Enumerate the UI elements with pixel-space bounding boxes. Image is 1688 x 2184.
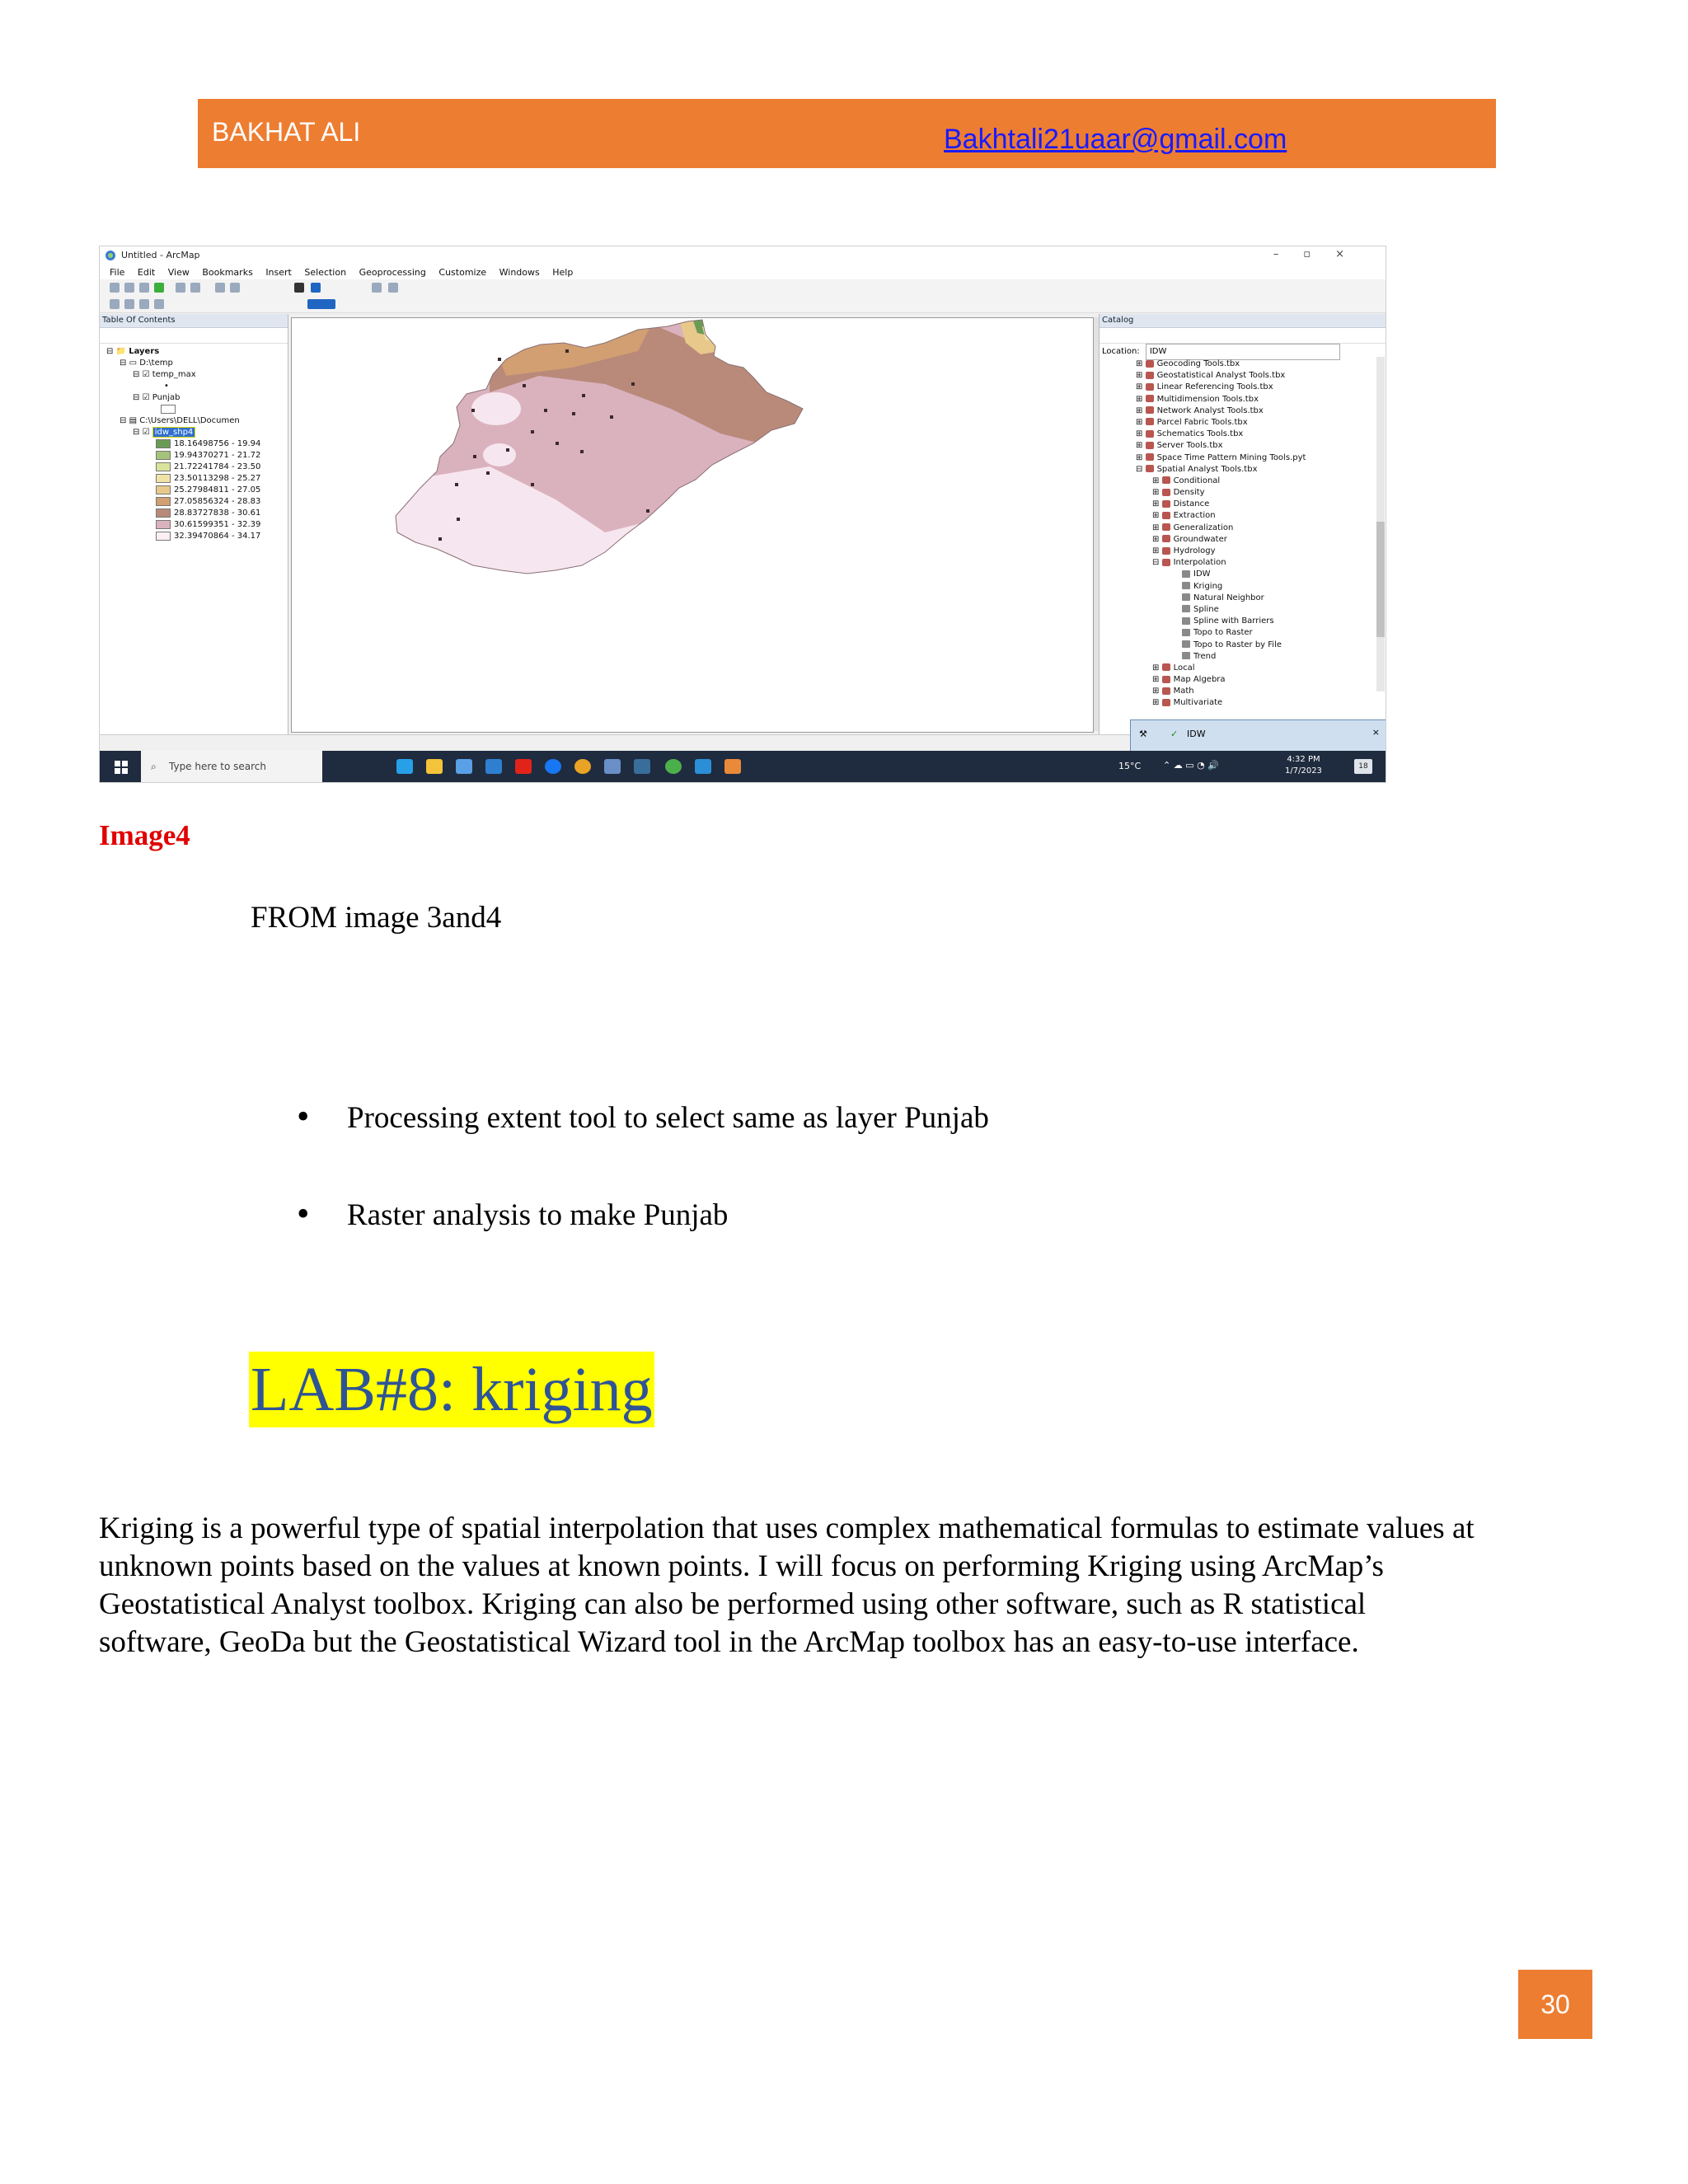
expand-icon[interactable]: ⊞ bbox=[1136, 417, 1146, 427]
catalog-item-label: Multidimension Tools.tbx bbox=[1156, 394, 1259, 404]
print-icon[interactable] bbox=[154, 299, 164, 309]
toolbox-icon bbox=[1146, 406, 1154, 414]
toolset-icon bbox=[1162, 500, 1170, 508]
arcmap-logo-icon bbox=[105, 250, 116, 261]
window-controls[interactable]: –▫× bbox=[1273, 248, 1369, 260]
toolbox-icon bbox=[1146, 372, 1154, 379]
legend-swatch bbox=[156, 474, 171, 483]
toolbox-icon bbox=[1146, 453, 1154, 461]
search-placeholder: Type here to search bbox=[169, 761, 266, 772]
catalog-toolbar bbox=[1100, 328, 1386, 344]
legend-class-row bbox=[156, 462, 288, 473]
catalog-item[interactable] bbox=[1136, 546, 1386, 557]
windows-start-icon[interactable] bbox=[115, 761, 128, 774]
toc-group-documents[interactable]: ⊟ ▤ C:\Users\DELL\Documen bbox=[120, 416, 240, 425]
catalog-item[interactable] bbox=[1136, 581, 1386, 593]
catalog-item[interactable] bbox=[1136, 499, 1386, 510]
checkbox-icon[interactable]: ☑ bbox=[142, 428, 150, 437]
store-icon[interactable] bbox=[456, 759, 472, 774]
arcmap-screenshot bbox=[99, 246, 1386, 783]
legend-swatch bbox=[156, 532, 171, 541]
catalog-item[interactable] bbox=[1136, 464, 1386, 476]
legend-swatch bbox=[156, 497, 171, 506]
catalog-item-label: Topo to Raster by File bbox=[1193, 640, 1282, 649]
save-icon[interactable] bbox=[139, 299, 149, 309]
legend-class-row bbox=[156, 473, 288, 485]
new-icon[interactable] bbox=[110, 299, 120, 309]
point-symbol-icon: • bbox=[164, 382, 169, 391]
catalog-item[interactable] bbox=[1136, 640, 1386, 651]
toc-layer-idw[interactable]: ⊟ ☑ idw_shp4 bbox=[106, 427, 288, 438]
body-paragraph: Kriging is a powerful type of spatial interpolation that uses complex mathematical formulas to estimate values at unknown points based on the values at known points. I will focus on performing Kriging using ArcMap’s Geostatistical Analyst toolbox. Kriging can also be performed using other software, such as R statistical software, GeoDa but the Geostatistical Wizard tool in the ArcMap toolbox has an easy-to-use interface. bbox=[99, 1511, 1475, 1659]
menu-bar bbox=[100, 265, 1386, 279]
catalog-item-label: Local bbox=[1173, 663, 1195, 673]
tool-hammer-icon bbox=[1182, 652, 1190, 659]
toc-layer-temp-max[interactable]: ⊟ ☑ temp_max bbox=[133, 370, 196, 379]
legend-swatch bbox=[156, 462, 171, 471]
expand-icon[interactable]: ⊞ bbox=[1136, 441, 1146, 451]
tool-hammer-icon bbox=[1182, 617, 1190, 625]
catalog-tree bbox=[1100, 359, 1386, 710]
catalog-item-label: Geocoding Tools.tbx bbox=[1156, 359, 1240, 368]
legend-class-row bbox=[156, 496, 288, 508]
toolset-icon bbox=[1162, 489, 1170, 496]
clock-date: 1/7/2023 bbox=[1285, 766, 1322, 776]
toc-group-temp[interactable]: ⊟ ▭ D:\temp bbox=[120, 359, 173, 368]
menu-edit[interactable]: Edit bbox=[137, 267, 156, 278]
catalog-title: Catalog bbox=[1100, 314, 1386, 328]
layer-label: Punjab bbox=[152, 393, 181, 402]
tool-hammer-icon bbox=[1182, 593, 1190, 601]
taskbar-search-box[interactable] bbox=[141, 751, 322, 782]
window-titlebar bbox=[100, 246, 1386, 265]
window-title: Untitled - ArcMap bbox=[121, 250, 200, 260]
tool-hammer-icon bbox=[1182, 605, 1190, 612]
expand-icon[interactable]: ⊞ bbox=[1152, 687, 1162, 696]
collapse-icon[interactable]: ⊟ bbox=[1152, 558, 1162, 568]
catalog-pane bbox=[1099, 314, 1386, 734]
toolset-icon bbox=[1162, 663, 1170, 671]
legend-class-label: 32.39470864 - 34.17 bbox=[174, 532, 261, 541]
full-extent-icon[interactable] bbox=[154, 283, 164, 293]
legend-class-row bbox=[156, 450, 288, 462]
catalog-item-label: Hydrology bbox=[1173, 546, 1216, 555]
search-icon: ⌕ bbox=[151, 761, 157, 772]
legend-class-label: 23.50113298 - 25.27 bbox=[174, 474, 261, 483]
catalog-item-label: Geostatistical Analyst Tools.tbx bbox=[1156, 371, 1286, 381]
mail-icon[interactable] bbox=[485, 759, 502, 774]
menu-file[interactable]: File bbox=[110, 267, 125, 278]
clock-time: 4:32 PM bbox=[1287, 755, 1320, 764]
toolbox-icon bbox=[1146, 360, 1154, 368]
toolset-icon bbox=[1162, 676, 1170, 683]
toolset-icon bbox=[1162, 547, 1170, 555]
layer-label: temp_max bbox=[152, 370, 196, 379]
toolset-icon bbox=[1162, 687, 1170, 695]
catalog-item-label: Groundwater bbox=[1173, 534, 1227, 544]
tool-hammer-icon bbox=[1182, 640, 1190, 648]
catalog-item[interactable] bbox=[1136, 382, 1386, 393]
bullet-text: Processing extent tool to select same as layer Punjab bbox=[347, 1101, 989, 1135]
from-text: FROM image 3and4 bbox=[251, 901, 502, 935]
table-of-contents-pane bbox=[100, 314, 288, 734]
app-orange-icon[interactable] bbox=[724, 759, 741, 774]
legend-class-row bbox=[156, 508, 288, 519]
catalog-item[interactable] bbox=[1136, 523, 1386, 534]
author-name: BAKHAT ALI bbox=[212, 117, 361, 147]
checkbox-icon[interactable]: ☑ bbox=[142, 370, 150, 379]
legend-class-label: 21.72241784 - 23.50 bbox=[174, 462, 261, 471]
catalog-item-label: Spline bbox=[1193, 604, 1219, 614]
catalog-item-label: Math bbox=[1173, 687, 1194, 696]
polygon-symbol-icon bbox=[106, 404, 288, 415]
catalog-scrollbar[interactable] bbox=[1376, 357, 1385, 691]
catalog-item-label: Space Time Pattern Mining Tools.pyt bbox=[1156, 452, 1306, 462]
edge-icon[interactable] bbox=[396, 759, 413, 774]
toolbox-icon bbox=[1146, 418, 1154, 425]
menu-view[interactable]: View bbox=[167, 267, 190, 278]
legend-class-label: 27.05856324 - 28.83 bbox=[174, 497, 261, 506]
legend-class-label: 25.27984811 - 27.05 bbox=[174, 485, 261, 494]
catalog-item-label: IDW bbox=[1193, 569, 1211, 579]
app-blue-icon[interactable] bbox=[695, 759, 711, 774]
menu-insert[interactable]: Insert bbox=[265, 267, 292, 278]
legend-class-label: 28.83727838 - 30.61 bbox=[174, 509, 261, 518]
checkmark-icon: ✓ bbox=[1170, 729, 1179, 739]
catalog-item-label: Interpolation bbox=[1173, 558, 1226, 568]
catalog-item[interactable] bbox=[1136, 593, 1386, 604]
catalog-item-label: Generalization bbox=[1173, 523, 1234, 532]
catalog-item[interactable] bbox=[1136, 405, 1386, 417]
catalog-item-label: Conditional bbox=[1173, 476, 1221, 485]
catalog-item-label: Spline with Barriers bbox=[1193, 616, 1274, 626]
menu-selection[interactable]: Selection bbox=[304, 267, 347, 278]
toolbox-icon bbox=[1146, 383, 1154, 391]
idw-legend bbox=[106, 438, 288, 542]
catalog-item[interactable] bbox=[1136, 604, 1386, 616]
toc-title: Table Of Contents bbox=[100, 314, 288, 328]
database-icon: ▤ bbox=[129, 416, 138, 425]
facebook-icon[interactable] bbox=[545, 759, 561, 774]
toc-layers-root[interactable]: ⊟ 📁 Layers bbox=[106, 347, 160, 356]
toolset-icon bbox=[1162, 523, 1170, 531]
expand-icon[interactable]: ⊞ bbox=[1152, 511, 1162, 521]
system-tray-icons[interactable]: ⌃ ☁ ▭ ◔ 🔊 bbox=[1163, 760, 1219, 771]
tool-hammer-icon bbox=[1182, 570, 1190, 578]
catalog-item-label: Kriging bbox=[1193, 581, 1223, 591]
app-green-icon[interactable] bbox=[665, 759, 682, 774]
location-field[interactable]: IDW bbox=[1146, 344, 1340, 360]
toolset-icon bbox=[1162, 535, 1170, 542]
location-label: Location: bbox=[1102, 347, 1140, 356]
measure-icon[interactable] bbox=[388, 283, 398, 293]
catalog-item[interactable] bbox=[1136, 429, 1386, 440]
legend-swatch bbox=[156, 520, 171, 529]
expand-icon[interactable]: ⊞ bbox=[1136, 394, 1146, 404]
catalog-item[interactable] bbox=[1136, 557, 1386, 569]
expand-icon[interactable]: ⊞ bbox=[1152, 499, 1162, 509]
toolset-icon bbox=[1162, 699, 1170, 706]
catalog-item[interactable] bbox=[1136, 569, 1386, 580]
catalog-item[interactable] bbox=[1136, 394, 1386, 405]
select-elements-icon[interactable] bbox=[294, 283, 304, 293]
catalog-item-label: Natural Neighbor bbox=[1193, 593, 1264, 602]
hammer-icon: ⚒ bbox=[1139, 729, 1147, 739]
menu-geoprocessing[interactable]: Geoprocessing bbox=[359, 267, 426, 278]
map-view[interactable] bbox=[291, 317, 1094, 733]
catalog-item-label: Topo to Raster bbox=[1193, 628, 1253, 638]
legend-class-label: 19.94370271 - 21.72 bbox=[174, 451, 261, 460]
expand-icon[interactable]: ⊞ bbox=[1152, 698, 1162, 708]
toc-toolbar bbox=[100, 328, 288, 344]
tools-toolbar bbox=[100, 279, 1386, 297]
expand-icon[interactable]: ⊞ bbox=[1152, 523, 1162, 532]
group-documents-label: C:\Users\DELL\Documen bbox=[139, 416, 240, 425]
tool-hammer-icon bbox=[1182, 582, 1190, 589]
close-icon[interactable]: × bbox=[1372, 727, 1380, 738]
toolset-icon bbox=[1162, 476, 1170, 484]
punjab-idw-map bbox=[292, 318, 1093, 732]
legend-class-label: 18.16498756 - 19.94 bbox=[174, 439, 261, 448]
fixed-zoom-out-icon[interactable] bbox=[190, 283, 200, 293]
bullet-icon: • bbox=[297, 1193, 310, 1234]
toolbox-icon bbox=[1146, 442, 1154, 449]
back-extent-icon[interactable] bbox=[215, 283, 225, 293]
catalog-item[interactable] bbox=[1136, 674, 1386, 686]
catalog-item[interactable] bbox=[1136, 452, 1386, 464]
catalog-item[interactable] bbox=[1136, 697, 1386, 709]
expand-icon[interactable]: ⊞ bbox=[1136, 452, 1146, 462]
catalog-item[interactable] bbox=[1136, 476, 1386, 487]
forward-extent-icon[interactable] bbox=[230, 283, 240, 293]
lab-heading: LAB#8: kriging bbox=[249, 1352, 654, 1427]
file-explorer-icon[interactable] bbox=[426, 759, 443, 774]
figure-caption: Image4 bbox=[99, 819, 190, 851]
catalog-item-label: Extraction bbox=[1173, 511, 1216, 521]
legend-swatch bbox=[156, 485, 171, 494]
expand-icon[interactable]: ⊞ bbox=[1152, 675, 1162, 685]
idw-window-tab[interactable] bbox=[1130, 719, 1386, 752]
legend-swatch bbox=[156, 509, 171, 518]
notifications-badge[interactable]: 18 bbox=[1354, 759, 1372, 774]
legend-class-row bbox=[156, 438, 288, 450]
chrome-icon[interactable] bbox=[574, 759, 591, 774]
catalog-item-label: Parcel Fabric Tools.tbx bbox=[1156, 417, 1248, 427]
tool-hammer-icon bbox=[1182, 629, 1190, 636]
legend-class-label: 30.61599351 - 32.39 bbox=[174, 520, 261, 529]
bullet-text: Raster analysis to make Punjab bbox=[347, 1198, 729, 1232]
catalog-item[interactable] bbox=[1136, 663, 1386, 674]
taskbar-clock[interactable] bbox=[1285, 754, 1322, 777]
page-number: 30 bbox=[1518, 1970, 1592, 2039]
windows-taskbar bbox=[100, 751, 1386, 782]
catalog-item-label: Map Algebra bbox=[1173, 675, 1226, 685]
open-icon[interactable] bbox=[124, 299, 134, 309]
catalog-item-label: Linear Referencing Tools.tbx bbox=[1156, 382, 1273, 392]
toolbox-icon bbox=[1146, 430, 1154, 438]
catalog-item[interactable] bbox=[1136, 534, 1386, 546]
toolset-icon bbox=[1162, 512, 1170, 519]
arcmap-taskbar-icon[interactable] bbox=[634, 759, 650, 774]
catalog-item-label: Distance bbox=[1173, 499, 1210, 509]
catalog-item-label: Trend bbox=[1193, 651, 1217, 661]
legend-swatch bbox=[156, 439, 171, 448]
toolset-icon bbox=[1162, 559, 1170, 566]
fixed-zoom-icon[interactable] bbox=[176, 283, 185, 293]
youtube-icon[interactable] bbox=[515, 759, 532, 774]
expand-icon[interactable]: ⊞ bbox=[1152, 488, 1162, 498]
catalog-item[interactable] bbox=[1136, 417, 1386, 429]
expand-icon[interactable]: ⊞ bbox=[1136, 359, 1146, 368]
catalog-item-label: Network Analyst Tools.tbx bbox=[1156, 405, 1264, 415]
legend-class-row bbox=[156, 531, 288, 542]
catalog-item-label: Schematics Tools.tbx bbox=[1156, 429, 1244, 439]
expand-icon[interactable]: ⊞ bbox=[1152, 663, 1162, 673]
expand-icon[interactable]: ⊞ bbox=[1136, 405, 1146, 415]
catalog-item[interactable] bbox=[1136, 616, 1386, 627]
expand-icon[interactable]: ⊞ bbox=[1152, 546, 1162, 555]
expand-icon[interactable]: ⊞ bbox=[1136, 371, 1146, 381]
expand-icon[interactable]: ⊞ bbox=[1136, 382, 1146, 392]
toolbox-icon bbox=[1146, 395, 1154, 402]
collapse-icon[interactable]: ⊟ bbox=[1136, 464, 1146, 474]
catalog-item-label: Spatial Analyst Tools.tbx bbox=[1156, 464, 1258, 474]
expand-icon[interactable]: ⊞ bbox=[1152, 476, 1162, 485]
catalog-location-row bbox=[1100, 344, 1386, 359]
menu-windows[interactable]: Windows bbox=[499, 267, 540, 278]
catalog-item[interactable] bbox=[1136, 440, 1386, 452]
catalog-item[interactable] bbox=[1136, 686, 1386, 697]
menu-bookmarks[interactable]: Bookmarks bbox=[202, 267, 253, 278]
catalog-item-label: Server Tools.tbx bbox=[1156, 441, 1223, 451]
weather-temp[interactable]: 15°C bbox=[1118, 761, 1142, 771]
menu-help[interactable]: Help bbox=[552, 267, 574, 278]
identify-icon[interactable] bbox=[311, 283, 321, 293]
zoom-in-icon[interactable] bbox=[110, 283, 120, 293]
catalog-item[interactable] bbox=[1136, 359, 1386, 370]
legend-swatch bbox=[156, 451, 171, 460]
page-header bbox=[198, 99, 1496, 168]
group-temp-label: D:\temp bbox=[139, 359, 173, 368]
legend-class-row bbox=[156, 485, 288, 496]
catalog-item[interactable] bbox=[1136, 651, 1386, 663]
zoom-out-icon[interactable] bbox=[124, 283, 134, 293]
menu-customize[interactable]: Customize bbox=[438, 267, 487, 278]
catalog-item[interactable] bbox=[1136, 487, 1386, 499]
folder-icon: 📁 bbox=[115, 347, 127, 356]
layers-label: Layers bbox=[129, 347, 160, 356]
folder-icon: ▭ bbox=[129, 359, 138, 368]
legend-class-row bbox=[156, 519, 288, 531]
bullet-icon: • bbox=[297, 1096, 310, 1137]
checkbox-icon[interactable]: ☑ bbox=[142, 393, 150, 402]
idw-tab-label: IDW bbox=[1187, 729, 1206, 739]
toolbox-icon bbox=[1146, 465, 1154, 472]
catalog-item-label: Density bbox=[1173, 488, 1205, 498]
layer-label: idw_shp4 bbox=[152, 427, 196, 438]
find-icon[interactable] bbox=[372, 283, 382, 293]
expand-icon[interactable]: ⊞ bbox=[1136, 429, 1146, 439]
catalog-item[interactable] bbox=[1136, 627, 1386, 639]
pan-icon[interactable] bbox=[139, 283, 149, 293]
standard-toolbar bbox=[100, 296, 1386, 313]
toc-layer-punjab[interactable]: ⊟ ☑ Punjab bbox=[133, 393, 181, 402]
scale-box[interactable] bbox=[307, 299, 335, 309]
app-icon[interactable] bbox=[604, 759, 621, 774]
expand-icon[interactable]: ⊞ bbox=[1152, 534, 1162, 544]
catalog-item[interactable] bbox=[1136, 510, 1386, 522]
catalog-item[interactable] bbox=[1136, 370, 1386, 382]
author-email-link[interactable]: Bakhtali21uaar@gmail.com bbox=[944, 124, 1287, 155]
catalog-item-label: Multivariate bbox=[1173, 698, 1223, 708]
